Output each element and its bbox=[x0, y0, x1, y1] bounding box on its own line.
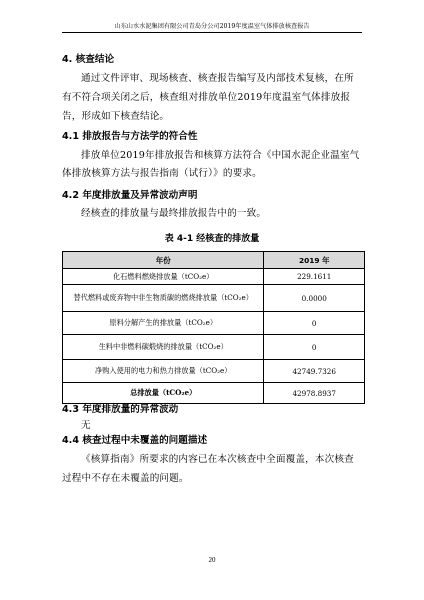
table-row bbox=[63, 360, 365, 383]
section-4-3-paragraph: 无 bbox=[81, 420, 91, 431]
section-4-1-paragraph: 排放单位2019年排放报告和核算方法符合《中国水泥企业温室气体排放核算方法与报告指南（试行）》的要求。 bbox=[62, 150, 360, 179]
row-label-electricity-heat: 净购入使用的电力和热力排放量（tCO₂e） bbox=[63, 360, 264, 383]
row-value-raw-material: 0 bbox=[264, 312, 365, 335]
row-label-alternative-fuel: 替代燃料或废弃物中非生物质碳的燃烧排放量（tCO₂e） bbox=[63, 285, 264, 312]
row-value-fossil-fuel: 229.1611 bbox=[264, 269, 365, 285]
section-4-4-heading: 4.4 核查过程中未覆盖的问题描述 bbox=[62, 435, 208, 446]
table-row bbox=[63, 269, 365, 285]
row-value-total: 42978.8937 bbox=[264, 383, 365, 404]
table-row bbox=[63, 312, 365, 335]
table-header-2019: 2019 年 bbox=[264, 252, 365, 269]
page-header: 山东山水水泥集团有限公司青岛分公司2019年度温室气体排放核查报告 bbox=[62, 22, 362, 33]
section-4-4-paragraph: 《核算指南》所要求的内容已在本次核查中全面覆盖，本次核查过程中不存在未覆盖的问题。 bbox=[62, 454, 354, 484]
table-header-year: 年份 bbox=[63, 252, 264, 269]
table-row bbox=[63, 285, 365, 312]
row-label-fossil-fuel: 化石燃料燃烧排放量（tCO₂e） bbox=[63, 269, 264, 285]
table-row bbox=[63, 335, 365, 360]
section-4-heading: 4. 核查结论 bbox=[62, 54, 115, 65]
table-row-total bbox=[63, 383, 365, 404]
table-caption: 表 4-1 经核查的排放量 bbox=[164, 234, 260, 244]
table-header-row bbox=[63, 252, 365, 269]
row-label-raw-material: 原料分解产生的排放量（tCO₂e） bbox=[63, 312, 264, 335]
row-value-alternative-fuel: 0.0000 bbox=[264, 285, 365, 312]
section-4-2-heading: 4.2 年度排放量及异常波动声明 bbox=[62, 190, 198, 201]
page-number: 20 bbox=[208, 556, 216, 564]
section-4-paragraph: 通过文件评审、现场核查、核查报告编写及内部技术复核，在所有不符合项关闭之后，核查组对排放单位2019年度温室气体排放报告，形成如下核查结论。 bbox=[62, 73, 354, 122]
section-4-2-paragraph: 经核查的排放量与最终排放报告中的一致。 bbox=[81, 208, 267, 219]
section-4-3-heading: 4.3 年度排放量的异常波动 bbox=[62, 404, 179, 415]
row-label-total: 总排放量（tCO₂e） bbox=[63, 383, 264, 404]
section-4-1-heading: 4.1 排放报告与方法学的符合性 bbox=[62, 131, 198, 142]
row-value-non-fuel-carbon: 0 bbox=[264, 335, 365, 360]
row-value-electricity-heat: 42749.7326 bbox=[264, 360, 365, 383]
emissions-table bbox=[62, 251, 365, 404]
row-label-non-fuel-carbon: 生料中非燃料碳煅烧的排放量（tCO₂e） bbox=[63, 335, 264, 360]
